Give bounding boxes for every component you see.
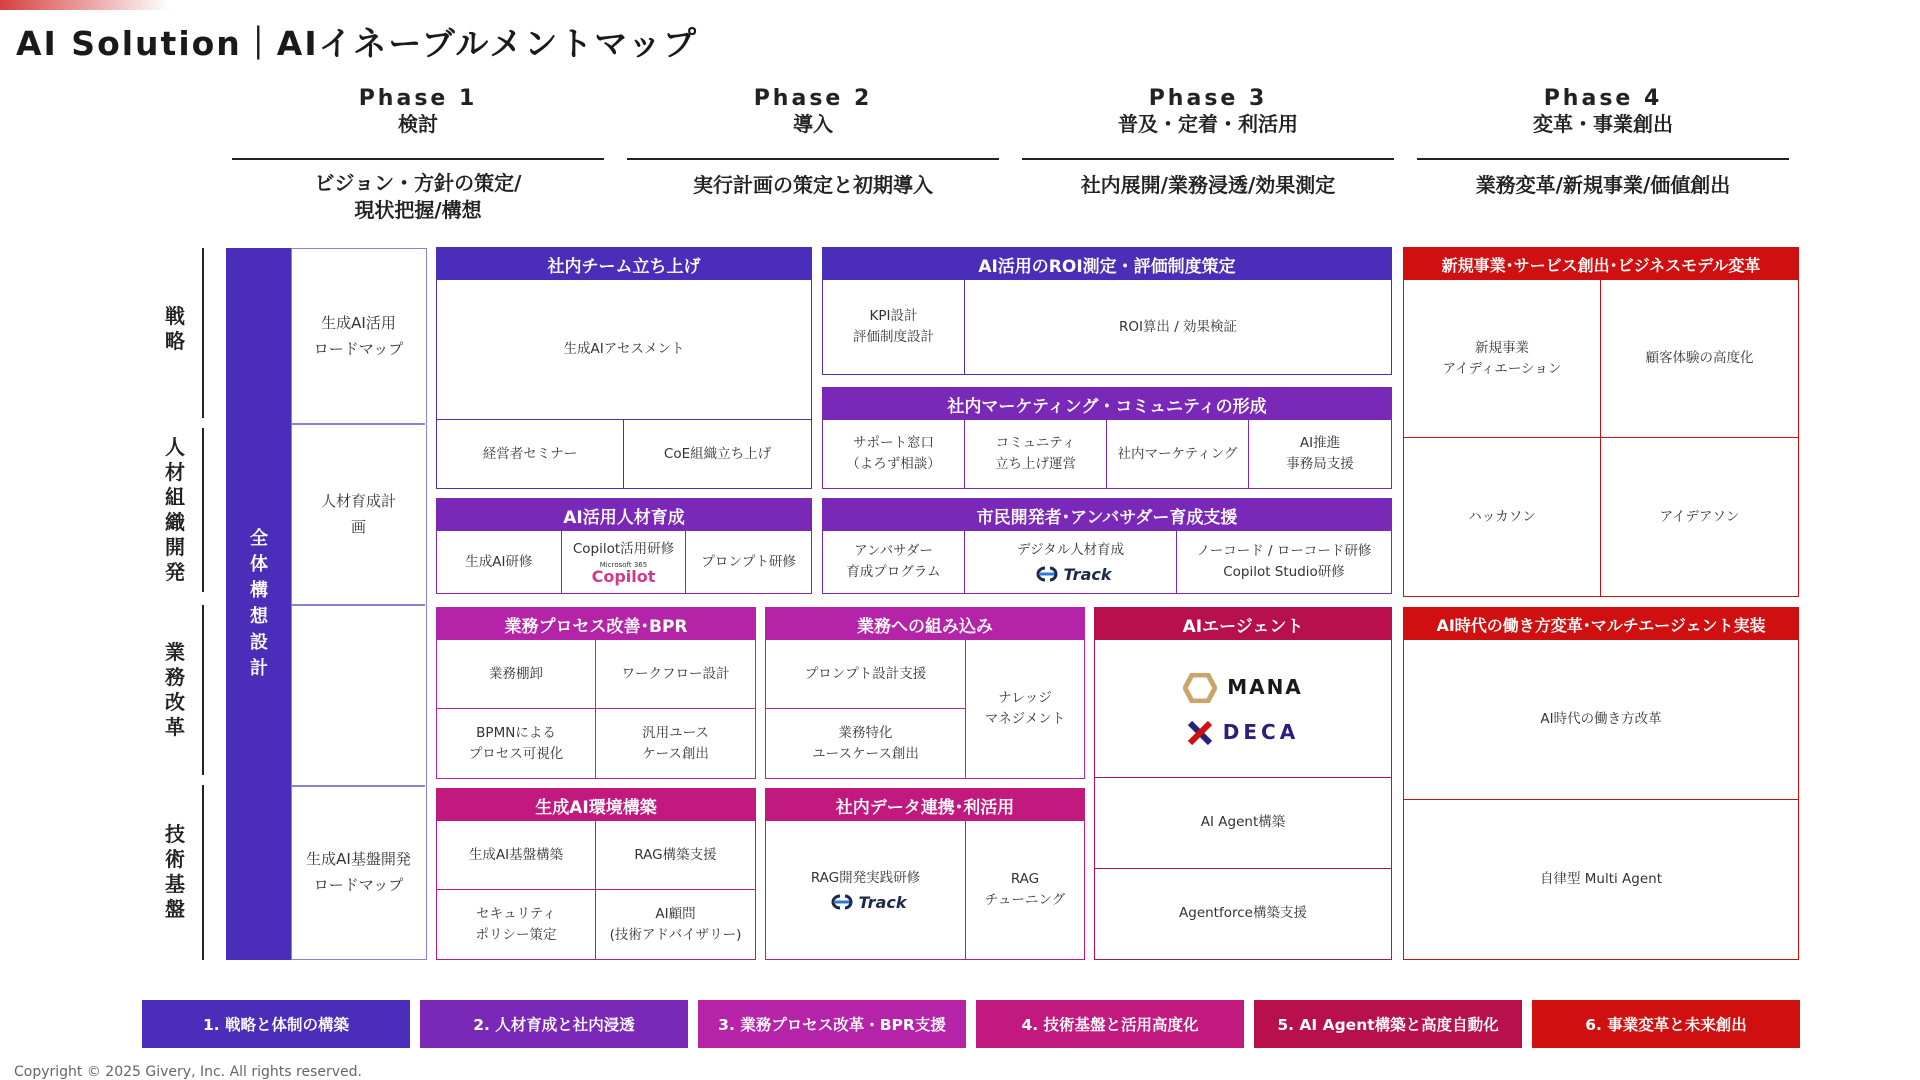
cell-ambassador-program: アンバサダー 育成プログラム — [823, 531, 965, 593]
cell-digital-talent-label: デジタル人材育成 — [1016, 541, 1125, 558]
cell-community-launch: コミュニティ 立ち上げ運営 — [965, 420, 1107, 488]
plan-talent: 人材育成計 画 — [320, 492, 396, 536]
cell-prompt-design: プロンプト設計支援 — [766, 640, 966, 709]
row-divider-tech — [202, 785, 204, 960]
box-data-integration — [765, 788, 1085, 960]
page-title: AI Solution｜AIイネーブルメントマップ — [16, 24, 699, 63]
deca-x-icon — [1187, 721, 1213, 745]
cell-digital-talent — [965, 531, 1177, 593]
phase-3-divider — [1022, 158, 1394, 160]
pill-future: 6. 事業変革と未来創出 — [1532, 1000, 1800, 1048]
box-citizen-dev-title: 市民開発者･アンバサダー育成支援 — [823, 499, 1391, 531]
cell-customer-experience: 顧客体験の高度化 — [1601, 280, 1798, 438]
copyright: Copyright © 2025 Givery, Inc. All rights reserved. — [14, 1064, 362, 1080]
mana-logo-text: MANA — [1227, 675, 1303, 699]
cell-workstyle-reform: AI時代の働き方改革 — [1404, 640, 1798, 800]
phase-3-name: Phase 3 — [1148, 86, 1268, 111]
box-internal-marketing-title: 社内マーケティング・コミュニティの形成 — [823, 388, 1391, 420]
pill-agent: 5. AI Agent構築と高度自動化 — [1254, 1000, 1522, 1048]
cell-autonomous-multi-agent: 自律型 Multi Agent — [1539, 870, 1663, 887]
cell-workflow-design: ワークフロー設計 — [596, 640, 755, 709]
cell-genai-training: 生成AI研修 — [437, 531, 562, 593]
cell-process-inventory: 業務棚卸 — [437, 640, 596, 709]
cell-ai-assessment: 生成AIアセスメント — [437, 280, 811, 420]
deca-logo-text: DECA — [1222, 720, 1300, 744]
cell-nocode-training: ノーコード / ローコード研修 Copilot Studio研修 — [1196, 543, 1372, 580]
box-new-business-title: 新規事業･サービス創出･ビジネスモデル変革 — [1404, 248, 1798, 280]
box-multi-agent — [1403, 607, 1799, 960]
phase-1-divider — [232, 158, 604, 160]
track-logo-text: Track — [1063, 564, 1112, 584]
cell-bpmn-visualization: BPMNによる プロセス可視化 — [437, 709, 596, 778]
box-ai-talent-title: AI活用人材育成 — [437, 499, 811, 531]
phase-2-label: 導入 — [793, 112, 833, 136]
box-genai-infra-title: 生成AI環境構築 — [437, 789, 755, 821]
cell-ai-office-support: AI推進 事務局支援 — [1286, 435, 1354, 472]
cell-agentforce: Agentforce構築支援 — [1179, 905, 1307, 922]
box-multi-agent-title: AI時代の働き方変革･マルチエージェント実装 — [1404, 608, 1798, 640]
track-logo-icon — [825, 893, 855, 911]
phase-1-desc: ビジョン・方針の策定/ 現状把握/構想 — [314, 171, 522, 222]
deca-logo — [1187, 721, 1299, 745]
cell-general-usecase: 汎用ユース ケース創出 — [642, 724, 709, 762]
plan-strategy: 生成AI活用 ロードマップ — [313, 314, 404, 358]
box-roi — [822, 247, 1392, 375]
copilot-logo-ms: Microsoft 365 — [599, 561, 648, 569]
box-internal-team-title: 社内チーム立ち上げ — [437, 248, 811, 280]
track-logo — [1030, 564, 1112, 585]
box-genai-infra — [436, 788, 756, 960]
cell-agent-brands — [1095, 640, 1391, 778]
cell-security-policy: セキュリティ ポリシー策定 — [437, 890, 596, 959]
cell-ideathon: アイデアソン — [1659, 508, 1740, 525]
cell-ai-advisory: AI顧問 (技術アドバイザリー) — [609, 905, 742, 943]
cell-rag-tuning: RAG チューニング — [984, 871, 1066, 908]
phase-2-name: Phase 2 — [753, 86, 873, 111]
box-ai-agent — [1094, 607, 1392, 960]
cell-copilot-training — [562, 531, 687, 593]
phase-1-header — [232, 86, 604, 137]
phase-3-label: 普及・定着・利活用 — [1118, 112, 1298, 136]
cell-genai-platform: 生成AI基盤構築 — [437, 821, 596, 890]
track-logo-icon — [1030, 565, 1060, 583]
pill-tech: 4. 技術基盤と活用高度化 — [976, 1000, 1244, 1048]
cell-rag-training — [766, 821, 966, 959]
pill-strategy: 1. 戦略と体制の構築 — [142, 1000, 410, 1048]
title-accent-bar — [0, 0, 170, 10]
cell-ai-agent-build: AI Agent構築 — [1095, 778, 1391, 869]
cell-support-desk: サポート窓口 （よろず相談） — [823, 420, 965, 488]
cell-rag-training-label: RAG開発実践研修 — [810, 869, 921, 886]
overall-design-bar — [226, 248, 292, 960]
row-label-talent: 人材組織開発 — [165, 435, 185, 584]
row-label-strategy: 戦略 — [165, 304, 185, 353]
row-divider-process — [202, 605, 204, 775]
pill-talent: 2. 人材育成と社内浸透 — [420, 1000, 688, 1048]
phase-2-header — [627, 86, 999, 137]
copilot-logo-text: Copilot — [591, 567, 656, 586]
track-logo — [825, 892, 907, 913]
cell-roi-calc: ROI算出 / 効果検証 — [1118, 318, 1238, 335]
cell-kpi-design: KPI設計 評価制度設計 — [823, 280, 965, 374]
row-label-process: 業務改革 — [165, 640, 185, 739]
mana-logo — [1183, 673, 1303, 703]
row-divider-talent — [202, 428, 204, 592]
phase-2-desc: 実行計画の策定と初期導入 — [693, 173, 933, 197]
phase-3-header — [1022, 86, 1394, 137]
row-divider-strategy — [202, 248, 204, 418]
cell-prompt-training: プロンプト研修 — [701, 553, 796, 570]
box-ai-agent-title: AIエージェント — [1095, 608, 1391, 640]
pill-bpr: 3. 業務プロセス改革・BPR支援 — [698, 1000, 966, 1048]
overall-design-label: 全体構想設計 — [250, 528, 268, 679]
plan-tech: 生成AI基盤開発 ロードマップ — [306, 850, 411, 894]
copilot-logo — [592, 562, 656, 585]
box-bpr-title: 業務プロセス改善･BPR — [437, 608, 755, 640]
cell-coe-launch: CoE組織立ち上げ — [663, 445, 772, 462]
box-internal-marketing — [822, 387, 1392, 489]
box-bpr — [436, 607, 756, 779]
track-logo-text: Track — [858, 892, 907, 912]
box-internal-team — [436, 247, 812, 489]
phase-1-name: Phase 1 — [358, 86, 478, 111]
plan-process — [292, 605, 425, 785]
phase-4-desc: 業務変革/新規事業/価値創出 — [1475, 173, 1731, 197]
phase-1-label: 検討 — [398, 112, 438, 136]
box-embedding — [765, 607, 1085, 779]
row-label-tech: 技術基盤 — [165, 822, 185, 921]
cell-new-business-ideation: 新規事業 アイディエーション — [1404, 280, 1601, 438]
box-ai-talent — [436, 498, 812, 594]
cell-knowledge-management: ナレッジ マネジメント — [984, 690, 1066, 727]
box-citizen-dev — [822, 498, 1392, 594]
box-new-business — [1403, 247, 1799, 597]
mana-hexagon-icon — [1183, 673, 1217, 703]
phase-4-name: Phase 4 — [1543, 86, 1663, 111]
cell-copilot-training-label: Copilot活用研修 — [572, 541, 675, 557]
cell-rag-build: RAG構築支援 — [596, 821, 755, 890]
cell-hackathon: ハッカソン — [1404, 438, 1601, 596]
phase-4-label: 変革・事業創出 — [1533, 112, 1673, 136]
cell-specific-usecase: 業務特化 ユースケース創出 — [766, 709, 966, 778]
box-embedding-title: 業務への組み込み — [766, 608, 1084, 640]
box-roi-title: AI活用のROI測定・評価制度策定 — [823, 248, 1391, 280]
phase-2-divider — [627, 158, 999, 160]
cell-executive-seminar: 経営者セミナー — [437, 420, 624, 488]
cell-internal-marketing: 社内マーケティング — [1107, 420, 1249, 488]
phase-4-divider — [1417, 158, 1789, 160]
box-data-integration-title: 社内データ連携･利活用 — [766, 789, 1084, 821]
phase-4-header — [1417, 86, 1789, 137]
phase-3-desc: 社内展開/業務浸透/効果測定 — [1080, 173, 1336, 197]
phase-1-plan-column — [291, 248, 427, 960]
